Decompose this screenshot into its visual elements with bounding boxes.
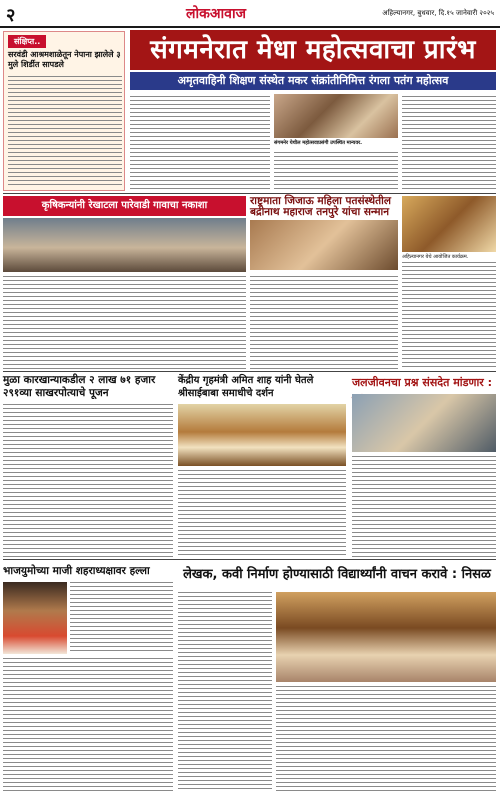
section-divider (3, 193, 496, 194)
story5-body-text (3, 404, 173, 558)
story3-headline: राष्ट्रमाता जिजाऊ महिला पतसंस्थेतील बद्रीनाथ महाराज तनपुरे यांचा सन्मान (250, 195, 391, 218)
story3-body-text (250, 276, 398, 370)
brief-tag: संक्षिप्त.. (8, 35, 46, 48)
story7-body-text (352, 456, 496, 558)
newspaper-logo: लोकआवाज (186, 6, 246, 22)
lead-subhead: अमृतवाहिनी शिक्षण संस्थेत मकर संक्रांतीनिमित्त रंगला पतंग महोत्सव (130, 72, 496, 90)
lead-body-col-2 (274, 152, 398, 192)
brief-body-text (8, 76, 122, 188)
story4-caption: अहिल्यानगर येथे आयोजित कार्यक्रम. (402, 254, 469, 260)
story2-photo (3, 218, 246, 272)
story9-body-text (178, 592, 272, 792)
story6-photo (178, 404, 346, 466)
date-line: अहिल्यानगर, बुधवार, दि.१५ जानेवारी २०२५ (382, 9, 494, 17)
lead-photo-caption: संगमनेर येथील महोत्सवाप्रसंगी उपस्थित मान्यवर. (274, 140, 363, 146)
story4-body-text (402, 262, 496, 370)
page-header (0, 0, 500, 28)
story2-headline: कृषिकन्यांनी रेखाटला पारेवाडी गावाचा नकाशा (3, 196, 246, 216)
brief-box (3, 31, 125, 191)
story6-body-text (178, 470, 346, 558)
story8-body-text (70, 582, 173, 654)
section-divider (3, 559, 496, 560)
lead-photo (274, 94, 398, 138)
story8-portrait-photo (3, 582, 67, 654)
story8-body-text-continued (3, 658, 173, 792)
story2-body-text (3, 276, 246, 370)
lead-body-col-1 (130, 96, 270, 192)
brief-headline: सरवंडी आश्रमशाळेतून नेपाना झालेले ३ मुले शिर्डीत सापडले (8, 50, 121, 69)
section-divider (3, 371, 496, 372)
story9-photo (276, 592, 496, 682)
story5-headline: मुळा कारखान्याकडील २ लाख ७१ हजार २९१व्या साखरपोत्याचे पूजन (3, 374, 156, 399)
story3-photo (250, 220, 398, 270)
lead-headline: संगमनेरात मेधा महोत्सवाचा प्रारंभ (130, 30, 496, 70)
page-number: २ (6, 5, 16, 26)
story7-headline: जलजीवनचा प्रश्न संसदेत मांडणार : (352, 376, 493, 389)
story9-body-text-continued (276, 686, 496, 792)
story7-photo (352, 394, 496, 452)
story9-headline: लेखक, कवी निर्माण होण्यासाठी विद्यार्थ्यांनी वाचन करावे : निसळ (183, 567, 491, 582)
story4-photo (402, 196, 496, 252)
lead-body-col-3 (402, 96, 496, 192)
story8-headline: भाजयुमोच्या माजी शहराध्यक्षावर हल्ला (3, 565, 150, 577)
story6-headline: केंद्रीय गृहमंत्री अमित शाह यांनी घेतले श्रीसाईबाबा समाधीचे दर्शन (178, 375, 314, 399)
